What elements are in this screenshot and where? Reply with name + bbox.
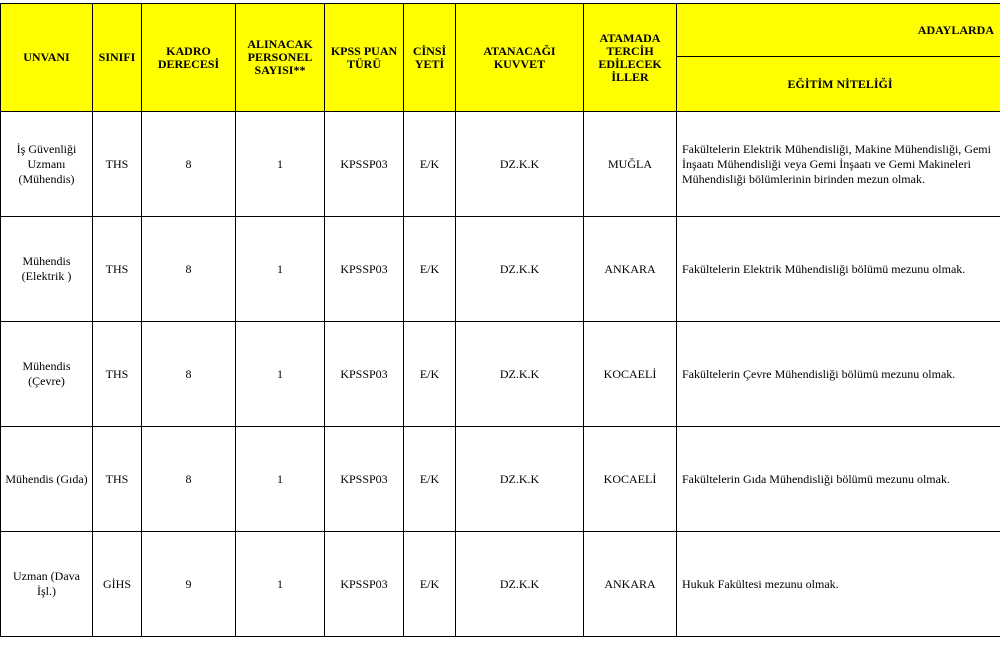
cell-unvani: Mühendis (Elektrik ) <box>1 217 93 322</box>
cell-kpss: KPSSP03 <box>325 322 404 427</box>
table-row <box>1 427 1000 532</box>
cell-egitim: Hukuk Fakültesi mezunu olmak. <box>677 532 1000 637</box>
header-alinacak-personel: ALINACAK PERSONEL SAYISI** <box>236 4 325 112</box>
cell-cinsiyet: E/K <box>404 322 456 427</box>
cell-il: KOCAELİ <box>584 322 677 427</box>
cell-cinsiyet: E/K <box>404 112 456 217</box>
cell-kpss: KPSSP03 <box>325 112 404 217</box>
cell-unvani: Mühendis (Çevre) <box>1 322 93 427</box>
cell-sinifi: GİHS <box>93 532 142 637</box>
cell-il: ANKARA <box>584 532 677 637</box>
cell-kadro-derecesi: 8 <box>142 427 236 532</box>
cell-il: KOCAELİ <box>584 427 677 532</box>
cell-kuvvet: DZ.K.K <box>456 532 584 637</box>
header-sinifi: SINIFI <box>93 4 142 112</box>
cell-kpss: KPSSP03 <box>325 217 404 322</box>
header-unvani: UNVANI <box>1 4 93 112</box>
cell-kuvvet: DZ.K.K <box>456 427 584 532</box>
cell-personel-sayisi: 1 <box>236 532 325 637</box>
cell-il: ANKARA <box>584 217 677 322</box>
header-atamada-tercih: ATAMADA TERCİH EDİLECEK İLLER <box>584 4 677 112</box>
cell-kpss: KPSSP03 <box>325 427 404 532</box>
cell-sinifi: THS <box>93 217 142 322</box>
header-atanacagi-kuvvet: ATANACAĞI KUVVET <box>456 4 584 112</box>
header-cinsiyeti: CİNSİ YETİ <box>404 4 456 112</box>
cell-sinifi: THS <box>93 427 142 532</box>
cell-il: MUĞLA <box>584 112 677 217</box>
cell-kadro-derecesi: 8 <box>142 217 236 322</box>
table-row <box>1 112 1000 217</box>
cell-cinsiyet: E/K <box>404 427 456 532</box>
header-egitim-niteligi: EĞİTİM NİTELİĞİ <box>677 57 1000 112</box>
cell-egitim: Fakültelerin Çevre Mühendisliği bölümü mezunu olmak. <box>677 322 1000 427</box>
cell-unvani: Mühendis (Gıda) <box>1 427 93 532</box>
position-table <box>0 3 1000 637</box>
header-kpss-puan-turu: KPSS PUAN TÜRÜ <box>325 4 404 112</box>
cell-unvani: Uzman (Dava İşl.) <box>1 532 93 637</box>
cell-personel-sayisi: 1 <box>236 322 325 427</box>
cell-kuvvet: DZ.K.K <box>456 112 584 217</box>
cell-egitim: Fakültelerin Gıda Mühendisliği bölümü mezunu olmak. <box>677 427 1000 532</box>
cell-cinsiyet: E/K <box>404 217 456 322</box>
cell-kadro-derecesi: 8 <box>142 322 236 427</box>
cell-kadro-derecesi: 8 <box>142 112 236 217</box>
cell-personel-sayisi: 1 <box>236 112 325 217</box>
table-row <box>1 322 1000 427</box>
cell-personel-sayisi: 1 <box>236 427 325 532</box>
cell-egitim: Fakültelerin Elektrik Mühendisliği, Makine Mühendisliği, Gemi İnşaatı Mühendisliği veya Gemi İnşaatı ve Gemi Makineleri Mühendisliği bölümlerinin birinden mezun olmak. <box>677 112 1000 217</box>
header-kadro-derecesi: KADRO DERECESİ <box>142 4 236 112</box>
cell-kpss: KPSSP03 <box>325 532 404 637</box>
cell-sinifi: THS <box>93 322 142 427</box>
cell-personel-sayisi: 1 <box>236 217 325 322</box>
cell-kadro-derecesi: 9 <box>142 532 236 637</box>
table-row <box>1 217 1000 322</box>
header-adaylarda: ADAYLARDA <box>677 4 1000 57</box>
cell-unvani: İş Güvenliği Uzmanı (Mühendis) <box>1 112 93 217</box>
cell-kuvvet: DZ.K.K <box>456 322 584 427</box>
cell-kuvvet: DZ.K.K <box>456 217 584 322</box>
cell-cinsiyet: E/K <box>404 532 456 637</box>
cell-egitim: Fakültelerin Elektrik Mühendisliği bölümü mezunu olmak. <box>677 217 1000 322</box>
cell-sinifi: THS <box>93 112 142 217</box>
table-row <box>1 532 1000 637</box>
